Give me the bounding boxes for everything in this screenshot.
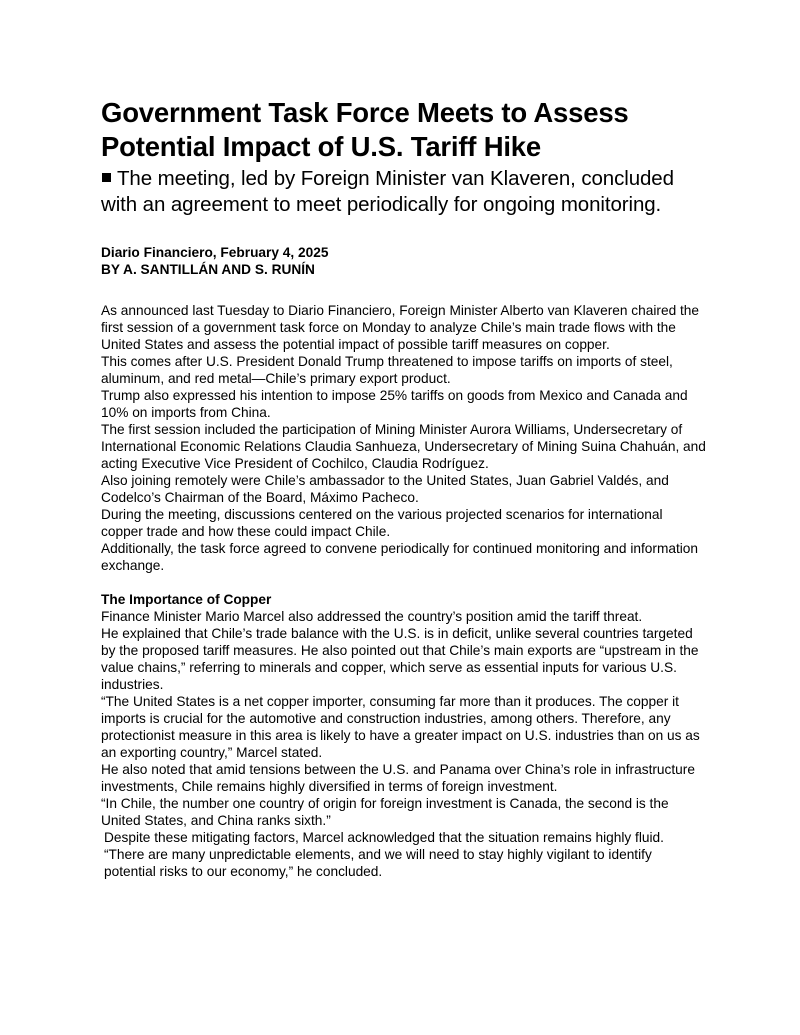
paragraph: The first session included the participation of Mining Minister Aurora Williams, Undersecretary of International Economic Relations Claudia Sanhueza, Undersecretary of Mining Suina Chahuán, and acting Executive Vice President of Cochilco, Claudia Rodríguez. [101, 422, 706, 471]
article-body [101, 302, 706, 880]
paragraph: Additionally, the task force agreed to convene periodically for continued monitoring and information exchange. [101, 541, 699, 573]
paragraph: Finance Minister Mario Marcel also addressed the country’s position amid the tariff threat. [101, 609, 643, 624]
article-meta [101, 244, 706, 278]
deck-text: The meeting, led by Foreign Minister van Klaveren, concluded with an agreement to meet periodically for ongoing monitoring. [101, 167, 674, 216]
headline: Government Task Force Meets to Assess Potential Impact of U.S. Tariff Hike [101, 97, 629, 162]
paragraph: “The United States is a net copper importer, consuming far more than it produces. The copper it imports is crucial for the automotive and construction industries, among others. Therefore, any protectionist measure in this area is likely to have a greater impact on U.S. industries than on us as an exporting country,” Marcel stated. [101, 694, 700, 760]
paragraph: Also joining remotely were Chile’s ambassador to the United States, Juan Gabriel Valdés, and Codelco’s Chairman of the Board, Máximo Pacheco. [101, 473, 669, 505]
article [101, 96, 706, 880]
byline: BY A. SANTILLÁN AND S. RUNÍN [101, 262, 315, 277]
paragraph: “In Chile, the number one country of origin for foreign investment is Canada, the second is the United States, and China ranks sixth.” [101, 796, 669, 828]
paragraph: Despite these mitigating factors, Marcel acknowledged that the situation remains highly fluid. [104, 830, 664, 845]
section-heading: The Importance of Copper [101, 592, 272, 607]
deck [101, 166, 706, 218]
square-bullet-icon [102, 173, 111, 182]
source-date: Diario Financiero, February 4, 2025 [101, 245, 329, 260]
paragraph: Trump also expressed his intention to impose 25% tariffs on goods from Mexico and Canada and 10% on imports from China. [101, 388, 688, 420]
paragraph: This comes after U.S. President Donald Trump threatened to impose tariffs on imports of steel, aluminum, and red metal—Chile’s primary export product. [101, 354, 673, 386]
paragraph: As announced last Tuesday to Diario Financiero, Foreign Minister Alberto van Klaveren chaired the first session of a government task force on Monday to analyze Chile’s main trade flows with the United States and assess the potential impact of possible tariff measures on copper. [101, 303, 700, 352]
paragraph: “There are many unpredictable elements, and we will need to stay highly vigilant to identify potential risks to our economy,” he concluded. [104, 847, 652, 879]
paragraph: During the meeting, discussions centered on the various projected scenarios for international copper trade and how these could impact Chile. [101, 507, 663, 539]
paragraph: He also noted that amid tensions between the U.S. and Panama over China’s role in infrastructure investments, Chile remains highly diversified in terms of foreign investment. [101, 762, 695, 794]
paragraph: He explained that Chile’s trade balance with the U.S. is in deficit, unlike several countries targeted by the proposed tariff measures. He also pointed out that Chile’s main exports are “upstream in the value chains,” referring to minerals and copper, which serve as essential inputs for various U.S. industries. [101, 626, 699, 692]
